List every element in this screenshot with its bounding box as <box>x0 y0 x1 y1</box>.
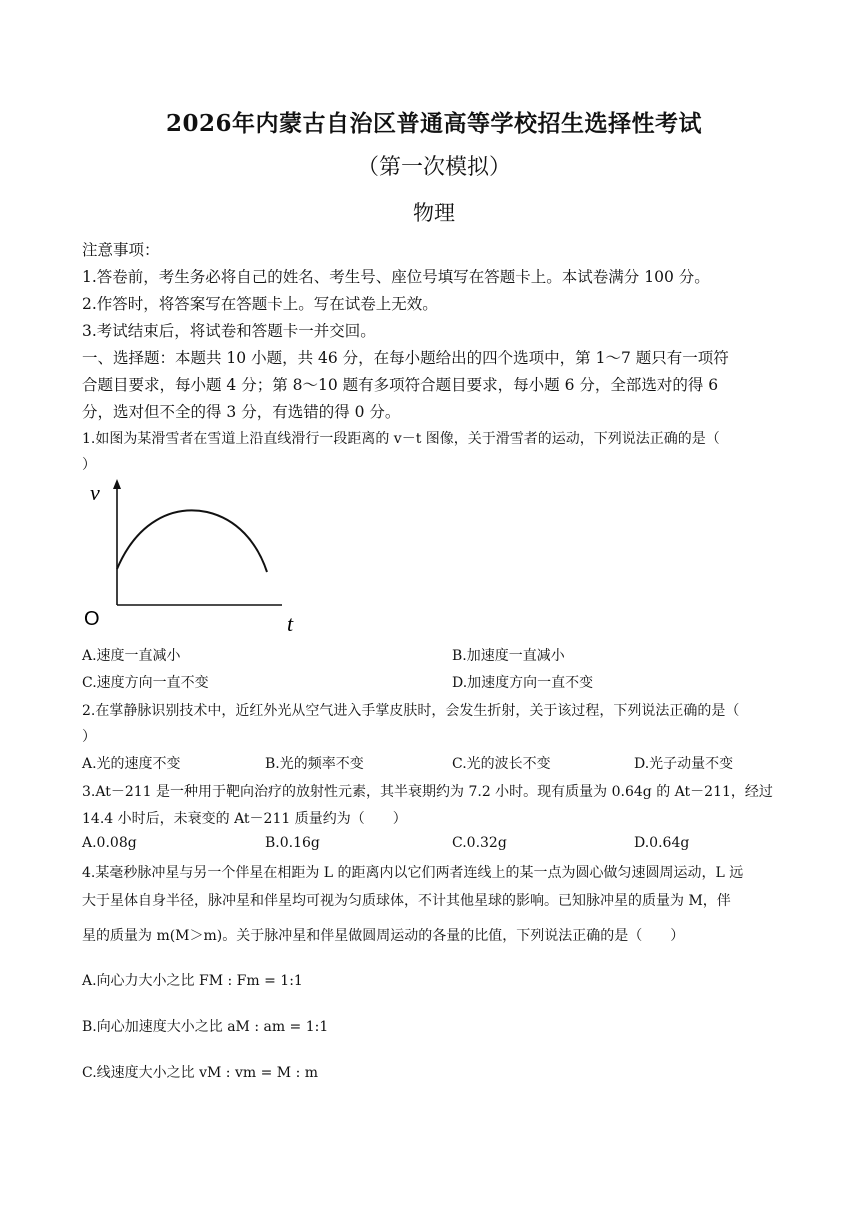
q1-option-a: A.速度一直减小 <box>82 648 181 664</box>
q2-stem-line-1: 2.在掌静脉识别技术中，近红外光从空气进入手掌皮肤时，会发生折射，关于该过程，下列说法正确的是（ <box>82 703 740 719</box>
q4-stem-line-2: 大于星体自身半径，脉冲星和伴星均可视为匀质球体，不计其他星球的影响。已知脉冲星的质量为 M，伴 <box>82 893 731 909</box>
q3-option-c: C.0.32g <box>452 835 507 851</box>
q2-stem-line-2: ） <box>82 729 96 745</box>
q4-stem-line-3: 星的质量为 m(M＞m)。关于脉冲星和伴星做圆周运动的各量的比值，下列说法正确的是（ ） <box>82 928 685 944</box>
exam-subtitle: （第一次模拟） <box>356 155 511 180</box>
v-t-graph <box>82 477 312 637</box>
section-line-3: 分，选对但不全的得 3 分，有选错的得 0 分。 <box>82 403 401 421</box>
q2-option-a: A.光的速度不变 <box>82 756 181 772</box>
q4-option-b: B.向心加速度大小之比 aM : am = 1:1 <box>82 1019 329 1035</box>
section-line-1: 一、选择题：本题共 10 小题，共 46 分，在每小题给出的四个选项中，第 1～7 题只有一项符 <box>82 349 729 367</box>
notice-item-2: 2.作答时，将答案写在答题卡上。写在试卷上无效。 <box>82 295 438 313</box>
origin-label: O <box>84 608 100 630</box>
q3-option-d: D.0.64g <box>634 835 690 851</box>
y-axis-label: v <box>90 480 100 505</box>
notice-item-1: 1.答卷前，考生务必将自己的姓名、考生号、座位号填写在答题卡上。本试卷满分 100 分。 <box>82 268 710 286</box>
q4-option-c: C.线速度大小之比 vM : vm = M : m <box>82 1065 319 1081</box>
q3-stem-line-2: 14.4 小时后，未衰变的 At－211 质量约为（ ） <box>82 811 407 827</box>
q4-stem-line-1: 4.某毫秒脉冲星与另一个伴星在相距为 L 的距离内以它们两者连线上的某一点为圆心做匀速圆周运动，L 远 <box>82 865 744 881</box>
q2-option-c: C.光的波长不变 <box>452 756 551 772</box>
y-axis-arrow <box>113 479 121 489</box>
q2-option-d: D.光子动量不变 <box>634 756 734 772</box>
q4-option-a: A.向心力大小之比 FM : Fm = 1:1 <box>82 973 303 989</box>
q1-option-d: D.加速度方向一直不变 <box>452 675 594 691</box>
notice-heading: 注意事项： <box>82 241 160 259</box>
q3-option-a: A.0.08g <box>82 835 137 851</box>
q1-option-c: C.速度方向一直不变 <box>82 675 209 691</box>
exam-title: 2026年内蒙古自治区普通高等学校招生选择性考试 <box>165 110 702 137</box>
q3-option-b: B.0.16g <box>265 835 320 851</box>
section-line-2: 合题目要求，每小题 4 分；第 8～10 题有多项符合题目要求，每小题 6 分，全部选对的得 6 <box>82 376 719 394</box>
q1-stem-line-1: 1.如图为某滑雪者在雪道上沿直线滑行一段距离的 v－t 图像，关于滑雪者的运动，下列说法正确的是（ <box>82 431 720 447</box>
q2-option-b: B.光的频率不变 <box>265 756 364 772</box>
x-axis-label: t <box>287 611 294 636</box>
notice-item-3: 3.考试结束后，将试卷和答题卡一并交回。 <box>82 322 376 340</box>
velocity-curve <box>117 510 267 572</box>
subject-title: 物理 <box>413 201 455 225</box>
q3-stem-line-1: 3.At－211 是一种用于靶向治疗的放射性元素，其半衰期约为 7.2 小时。现有质量为 0.64g 的 At－211，经过 <box>82 784 773 800</box>
q1-option-b: B.加速度一直减小 <box>452 648 565 664</box>
q1-stem-line-2: ） <box>82 457 96 473</box>
